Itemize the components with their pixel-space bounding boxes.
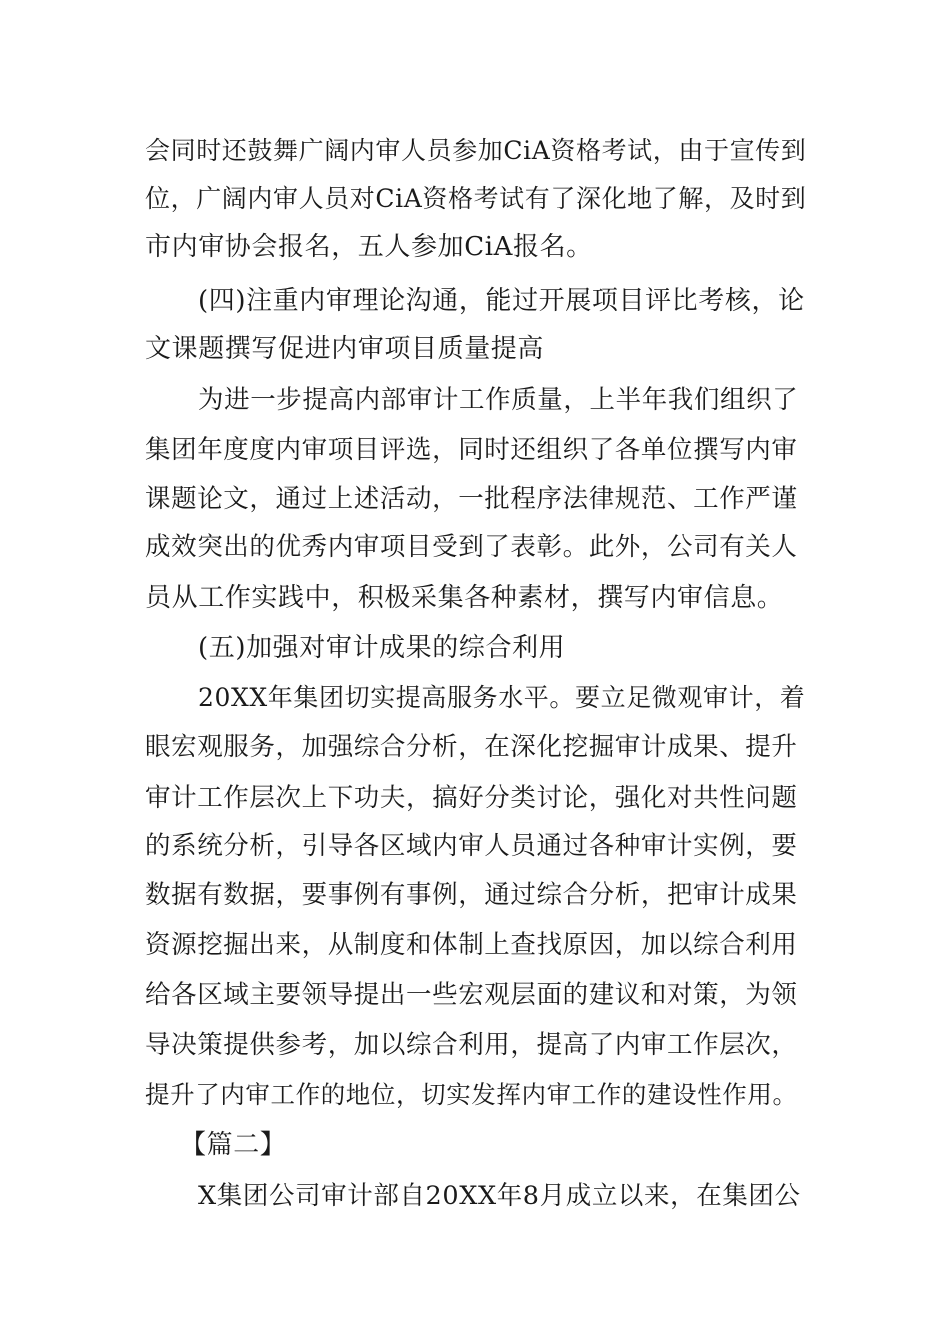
text-line: 的系统分析，引导各区域内审人员通过各种审计实例，要 — [145, 831, 798, 861]
section-heading-4-line-2: 文课题撰写促进内审项目质量提高 — [145, 334, 545, 364]
text-line: 给各区域主要领导提出一些宏观层面的建议和对策，为领 — [145, 980, 798, 1010]
text-line: 为进一步提高内部审计工作质量，上半年我们组织了 — [198, 385, 799, 415]
text-line: 审计工作层次上下功夫，搞好分类讨论，强化对共性问题 — [145, 783, 798, 813]
section-heading-5: (五)加强对审计成果的综合利用 — [198, 633, 566, 663]
text-line: 眼宏观服务，加强综合分析，在深化挖掘审计成果、提升 — [145, 732, 798, 762]
text-line: 市内审协会报名，五人参加CiA报名。 — [145, 232, 593, 262]
text-line: 20XX年集团切实提高服务水平。要立足微观审计，着 — [198, 683, 806, 712]
text-line: 资源挖掘出来，从制度和体制上查找原因，加以综合利用 — [145, 930, 798, 960]
text-line: 课题论文，通过上述活动，一批程序法律规范、工作严谨 — [145, 484, 798, 514]
text-line: 导决策提供参考，加以综合利用，提高了内审工作层次， — [145, 1030, 798, 1060]
text-line: 集团年度度内审项目评选，同时还组织了各单位撰写内审 — [145, 435, 798, 465]
section-heading-4-line-1: (四)注重内审理论沟通，能过开展项目评比考核，论 — [198, 286, 805, 316]
text-line: 会同时还鼓舞广阔内审人员参加CiA资格考试，由于宣传到 — [145, 136, 807, 165]
text-line: 员从工作实践中，积极采集各种素材，撰写内审信息。 — [145, 583, 784, 613]
text-line: 提升了内审工作的地位，切实发挥内审工作的建设性作用。 — [145, 1080, 798, 1109]
text-line: 数据有数据，要事例有事例，通过综合分析，把审计成果 — [145, 880, 798, 910]
text-line: X集团公司审计部自20XX年8月成立以来，在集团公 — [198, 1181, 801, 1211]
section-title-part-two: 【篇二】 — [180, 1130, 287, 1160]
text-line: 位，广阔内审人员对CiA资格考试有了深化地了解，及时到 — [145, 184, 807, 213]
text-line: 成效突出的优秀内审项目受到了表彰。此外，公司有关人 — [145, 532, 798, 562]
